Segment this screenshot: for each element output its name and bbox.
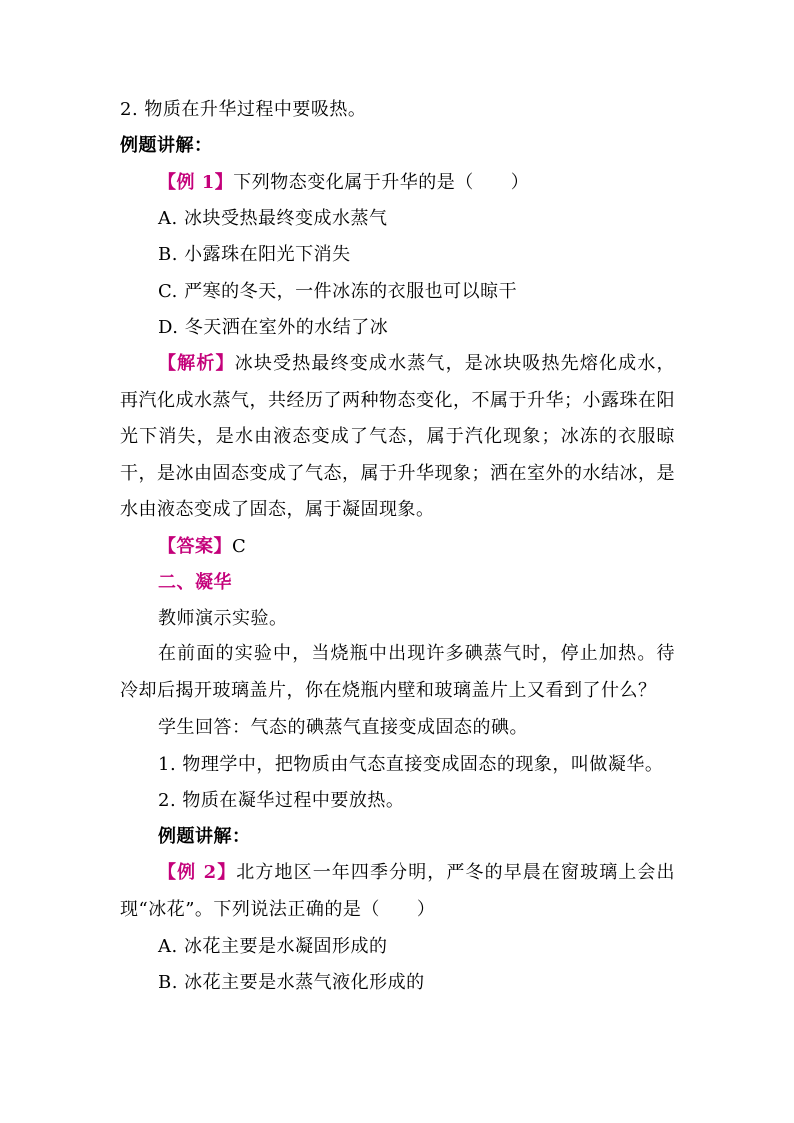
example-1-text: 下列物态变化属于升华的是（ ） <box>233 172 530 193</box>
example-1-option-a: A. 冰块受热最终变成水蒸气 <box>158 208 388 229</box>
teacher-demo: 教师演示实验。 <box>158 608 288 629</box>
example-heading-2: 例题讲解： <box>158 826 251 847</box>
section-deposition-heading: 二、凝华 <box>158 572 232 593</box>
point-deposition-heat: 2. 物质在凝华过程中要放热。 <box>158 790 405 811</box>
answer-tag: 【答案】 <box>158 536 232 557</box>
experiment-question: 在前面的实验中，当烧瓶中出现许多碘蒸气时，停止加热。待冷却后揭开玻璃盖片，你在烧瓶内壁和玻璃盖片上又看到了什么？ <box>120 643 675 701</box>
example-1-option-b: B. 小露珠在阳光下消失 <box>158 244 351 265</box>
example-2-text: 北方地区一年四季分明，严冬的早晨在窗玻璃上会出现“冰花”。下列说法正确的是（ ） <box>120 862 675 920</box>
example-1-question <box>158 171 529 195</box>
example-1-tag: 【例 1】 <box>158 172 234 193</box>
example-1-option-c: C. 严寒的冬天，一件冰冻的衣服也可以晾干 <box>158 281 518 302</box>
example-2-option-a: A. 冰花主要是水凝固形成的 <box>158 936 388 957</box>
example-2-question <box>120 855 675 928</box>
example-2-tag: 【例 2】 <box>158 862 237 883</box>
analysis-tag: 【解析】 <box>158 353 235 374</box>
example-2-option-b: B. 冰花主要是水蒸气液化形成的 <box>158 972 425 993</box>
student-answer: 学生回答：气态的碘蒸气直接变成固态的碘。 <box>158 717 528 738</box>
example-1-answer <box>158 535 246 559</box>
analysis-text: 冰块受热最终变成水蒸气，是冰块吸热先熔化成水，再汽化成水蒸气，共经历了两种物态变化，不属于升华；小露珠在阳光下消失，是水由液态变成了气态，属于汽化现象；冰冻的衣服晾干，是冰由固态变成了气态，属于升华现象；洒在室外的水结冰，是水由液态变成了固态，属于凝固现象。 <box>120 353 676 520</box>
example-1-analysis <box>120 346 675 529</box>
example-heading: 例题讲解： <box>120 135 213 156</box>
answer-text: C <box>232 536 247 557</box>
point-sublimation-heat: 2. 物质在升华过程中要吸热。 <box>120 99 367 120</box>
example-1-option-d: D. 冬天洒在室外的水结了冰 <box>158 317 389 338</box>
point-deposition-definition: 1. 物理学中，把物质由气态直接变成固态的现象，叫做凝华。 <box>158 754 664 775</box>
